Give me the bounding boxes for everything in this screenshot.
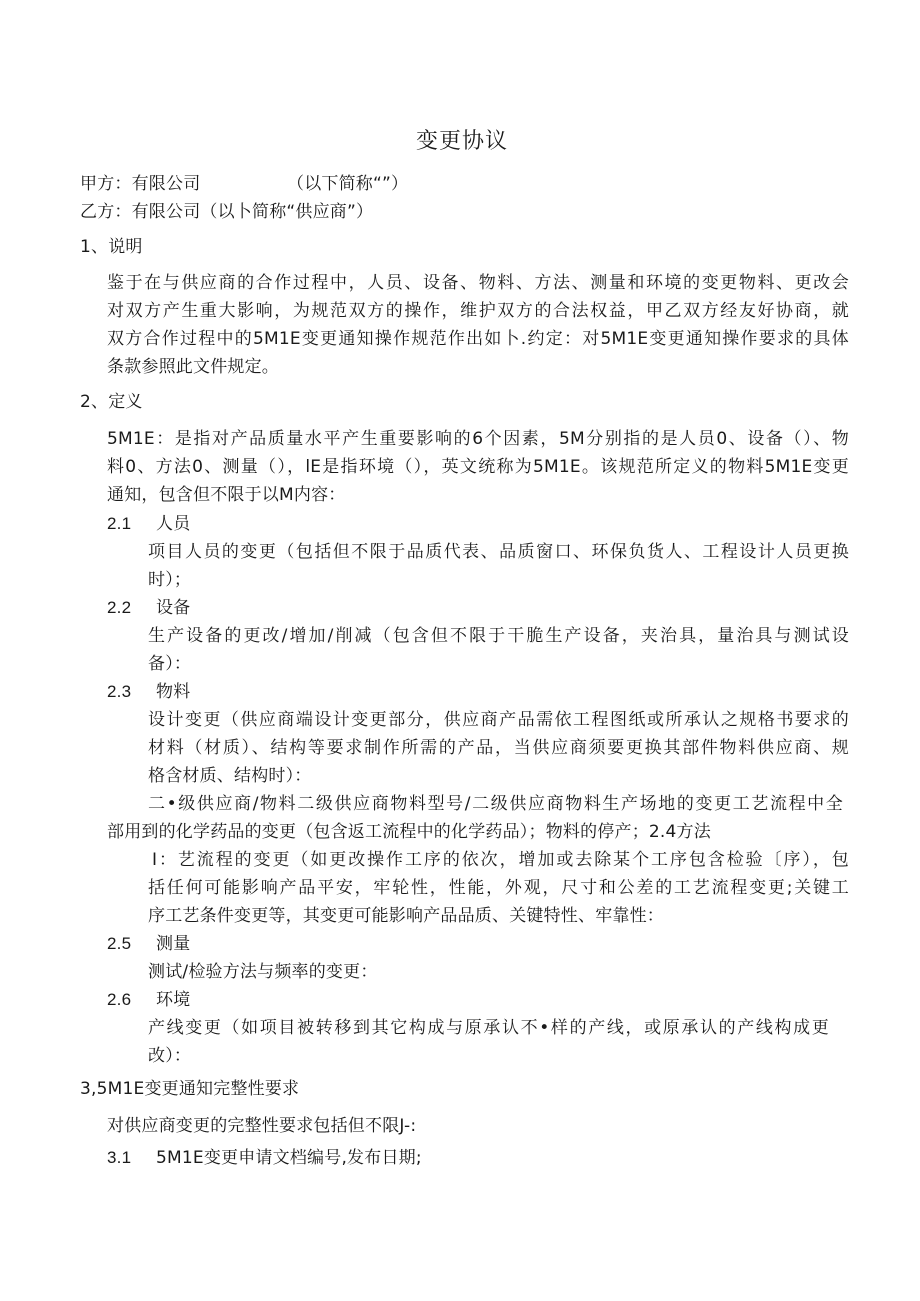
item-label: 人员 (156, 514, 191, 534)
item-text: 设计变更（供应商端设计变更部分，供应商产品需依工程图纸或所承认之规格书要求的 (148, 710, 849, 730)
item-text: 时）； (148, 570, 192, 590)
item-text: 序工艺条件变更等，其变更可能影响产品品质、关键特性、牢靠性： (148, 906, 664, 926)
section-3-heading: 3,5M1E变更通知完整性要求 (80, 1079, 300, 1099)
item-number: 2.6 (107, 990, 132, 1009)
party-a: 甲方：有限公司 (80, 174, 201, 194)
party-b: 乙方：有限公司（以卜简称“供应商”） (80, 202, 374, 222)
definition-line: 料0、方法0、测量（），lE是指环境（），英文统称为5M1E。该规范所定义的物料5M1E变更 (107, 457, 849, 477)
item-text: 5M1E变更申请文档编号,发布日期; (156, 1148, 422, 1168)
item-text: 材料（材质）、结构等要求制作所需的产品，当供应商须要更换其部件物料供应商、规 (148, 738, 849, 758)
definition-line: 5M1E：是指对产品质量水平产生重要影响的6个因素，5M分别指的是人员0、设备（）、物 (107, 429, 849, 449)
item-number: 2.1 (107, 514, 132, 533)
section-1-line: 鉴于在与供应商的合作过程中，人员、设备、物料、方法、测量和环境的变更物料、更改会 (107, 273, 849, 293)
item-text: 括任何可能影响产品平安，牢轮性，性能，外观，尺寸和公差的工艺流程变更;关键工 (148, 878, 849, 898)
item-text: 备）： (148, 654, 192, 674)
item-text: I：艺流程的变更（如更改操作工序的依次，增加或去除某个工序包含检验〔序），包 (152, 850, 849, 870)
item-label: 测量 (156, 934, 191, 954)
item-text: 改）： (148, 1046, 192, 1066)
item-text: 二•级供应商/物料二级供应商物料型号/二级供应商物料生产场地的变更工艺流程中全 (148, 794, 843, 814)
item-text: 测试/检验方法与频率的变更： (148, 962, 378, 982)
section-1-line: 条款参照此文件规定。 (107, 357, 279, 377)
item-number: 2.2 (107, 598, 132, 617)
party-a-alias: （以下简称“”） (287, 174, 409, 194)
item-number: 2.5 (107, 934, 132, 953)
section-2-heading: 2、定义 (80, 392, 143, 412)
item-number: 3.1 (107, 1148, 132, 1167)
item-label: 物料 (156, 682, 191, 702)
item-label: 设备 (156, 598, 191, 618)
item-text: 项目人员的变更（包括但不限于品质代表、品质窗口、环保负货人、工程设计人员更换 (148, 542, 849, 562)
item-label: 环境 (156, 990, 191, 1010)
definition-line: 通知，包含但不限于以M内容： (107, 485, 346, 505)
item-number: 2.3 (107, 682, 132, 701)
section-3-intro: 对供应商变更的完整性要求包括但不限J-: (107, 1116, 417, 1136)
item-text: 产线变更（如项目被转移到其它构成与原承认不•样的产线，或原承认的产线构成更 (148, 1018, 829, 1038)
section-1-line: 对双方产生重大影响，为规范双方的操作，维护双方的合法权益，甲乙双方经友好协商，就 (107, 301, 849, 321)
item-text: 格含材质、结构时）： (148, 766, 312, 786)
section-1-heading: 1、说明 (80, 237, 143, 257)
item-text: 生产设备的更改/增加/削减（包含但不限于干脆生产设备，夹治具，量治具与测试设 (148, 626, 849, 646)
document-title: 变更协议 (416, 129, 509, 154)
section-1-line: 双方合作过程中的5M1E变更通知操作规范作出如卜.约定：对5M1E变更通知操作要求的具体 (107, 329, 849, 349)
item-text: 部用到的化学药品的变更（包含返工流程中的化学药品）；物料的停产；2.4方法 (107, 822, 711, 842)
